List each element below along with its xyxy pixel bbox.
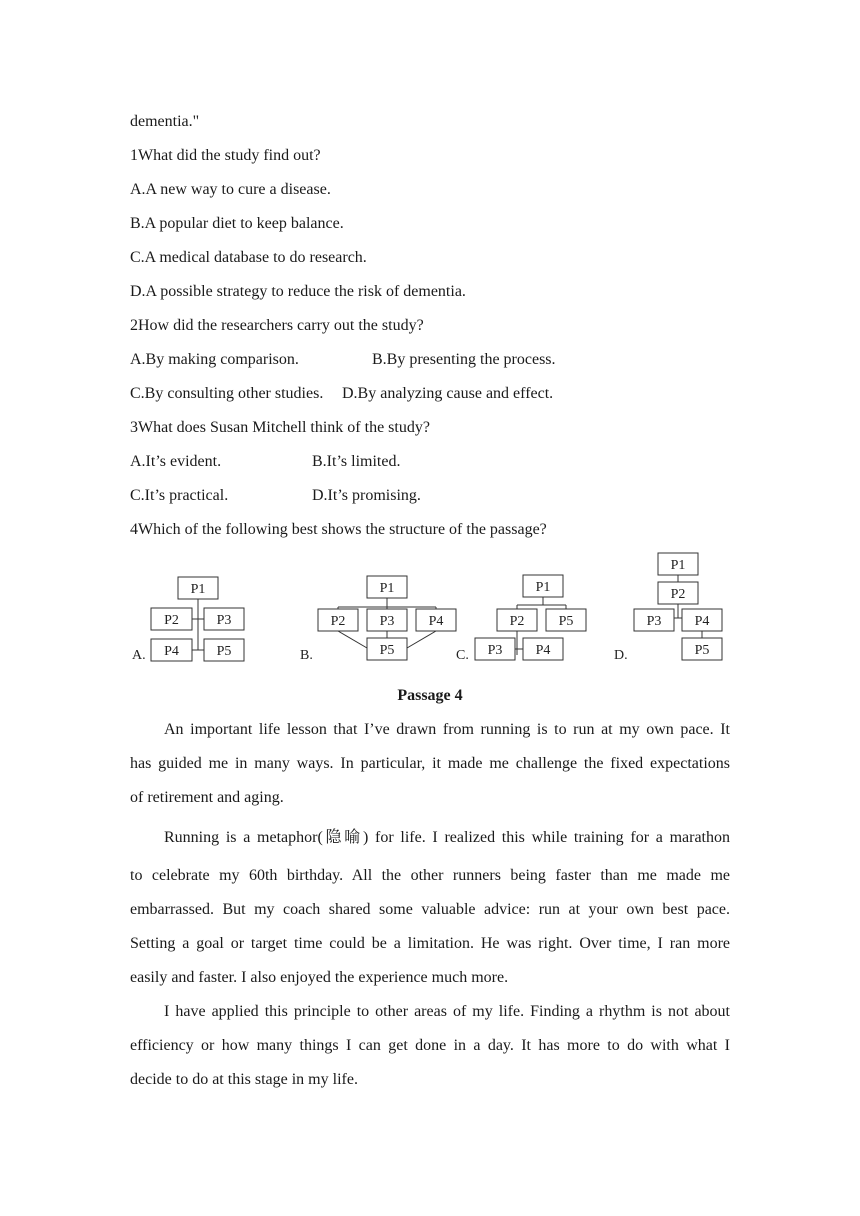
diagram-d-node-p2: P2 (670, 587, 686, 602)
diagram-c-label: C. (456, 648, 469, 663)
paragraph-line: has guided me in many ways. In particular, it made me challenge the fixed expectations (130, 755, 730, 772)
question-3-option-c: C.It’s practical. (130, 487, 229, 504)
paragraph-line: Setting a goal or target time could be a limitation. He was right. Over time, I ran more (130, 935, 730, 952)
paragraph-line: easily and faster. I also enjoyed the experience much more. (130, 969, 509, 986)
diagram-b (300, 576, 456, 663)
paragraph-line: efficiency or how many things I can get done in a day. It has more to do with what I (130, 1037, 730, 1054)
question-1-option-c: C.A medical database to do research. (130, 249, 367, 266)
diagram-a-node-p2: P2 (164, 613, 179, 628)
diagram-a-node-p4: P4 (164, 644, 179, 659)
passage-paragraph-1 (130, 713, 730, 815)
diagram-a-label: A. (132, 648, 146, 663)
paragraph-line: An important life lesson that I’ve drawn from running is to run at my own pace. It (164, 721, 730, 738)
question-3-option-d: D.It’s promising. (312, 487, 421, 504)
diagram-d-node-p3: P3 (646, 614, 662, 629)
diagram-b-node-p2: P2 (330, 614, 346, 629)
diagram-b-node-p4: P4 (428, 614, 444, 629)
diagram-d-label: D. (614, 648, 628, 663)
question-2-option-d: D.By analyzing cause and effect. (342, 385, 554, 402)
diagram-d-node-p4: P4 (694, 614, 710, 629)
question-3-stem: 3What does Susan Mitchell think of the study? (130, 419, 430, 436)
diagram-d-node-p1: P1 (670, 558, 686, 573)
question-3-option-a: A.It’s evident. (130, 453, 222, 470)
question-1-stem: 1What did the study find out? (130, 147, 321, 164)
diagram-a-node-p1: P1 (190, 582, 206, 597)
question-3-option-b: B.It’s limited. (312, 453, 401, 470)
passage-paragraph-3 (130, 995, 730, 1097)
structure-diagrams (0, 550, 860, 670)
question-2-option-b: B.By presenting the process. (372, 351, 556, 368)
question-2-option-c: C.By consulting other studies. (130, 385, 324, 402)
question-1-option-a: A.A new way to cure a disease. (130, 181, 331, 198)
diagram-c-node-p4: P4 (535, 643, 551, 658)
diagram-c-node-p2: P2 (509, 614, 525, 629)
diagram-a-node-p5: P5 (216, 644, 232, 659)
diagram-b-node-p3: P3 (379, 614, 395, 629)
diagram-a-node-p3: P3 (216, 613, 232, 628)
paragraph-line: to celebrate my 60th birthday. All the other runners being faster than me made me (130, 867, 730, 884)
question-2-stem: 2How did the researchers carry out the study? (130, 317, 424, 334)
diagram-c-node-p5: P5 (558, 614, 574, 629)
passage-title: Passage 4 (397, 687, 463, 704)
diagram-c (456, 575, 586, 663)
diagram-c-node-p1: P1 (535, 580, 551, 595)
paragraph-line: of retirement and aging. (130, 789, 284, 806)
question-1-option-d: D.A possible strategy to reduce the risk of dementia. (130, 283, 466, 300)
paragraph-line: decide to do at this stage in my life. (130, 1071, 358, 1088)
paragraph-line: embarrassed. But my coach shared some valuable advice: run at your own best pace. (130, 901, 730, 918)
diagram-d (614, 553, 722, 663)
diagram-b-label: B. (300, 648, 313, 663)
question-4-stem: 4Which of the following best shows the structure of the passage? (130, 521, 547, 538)
paragraph-line: Running is a metaphor(隐喻) for life. I realized this while training for a marathon (164, 829, 730, 846)
diagram-a (132, 577, 244, 663)
diagram-b-node-p1: P1 (379, 581, 395, 596)
question-1-option-b: B.A popular diet to keep balance. (130, 215, 344, 232)
diagram-b-node-p5: P5 (379, 643, 395, 658)
paragraph-line: I have applied this principle to other areas of my life. Finding a rhythm is not about (164, 1003, 730, 1020)
diagram-d-node-p5: P5 (694, 643, 710, 658)
question-2-option-a: A.By making comparison. (130, 351, 299, 368)
diagram-c-node-p3: P3 (487, 643, 503, 658)
previous-passage-tail: dementia." (130, 113, 200, 130)
passage-paragraph-2 (130, 821, 730, 995)
